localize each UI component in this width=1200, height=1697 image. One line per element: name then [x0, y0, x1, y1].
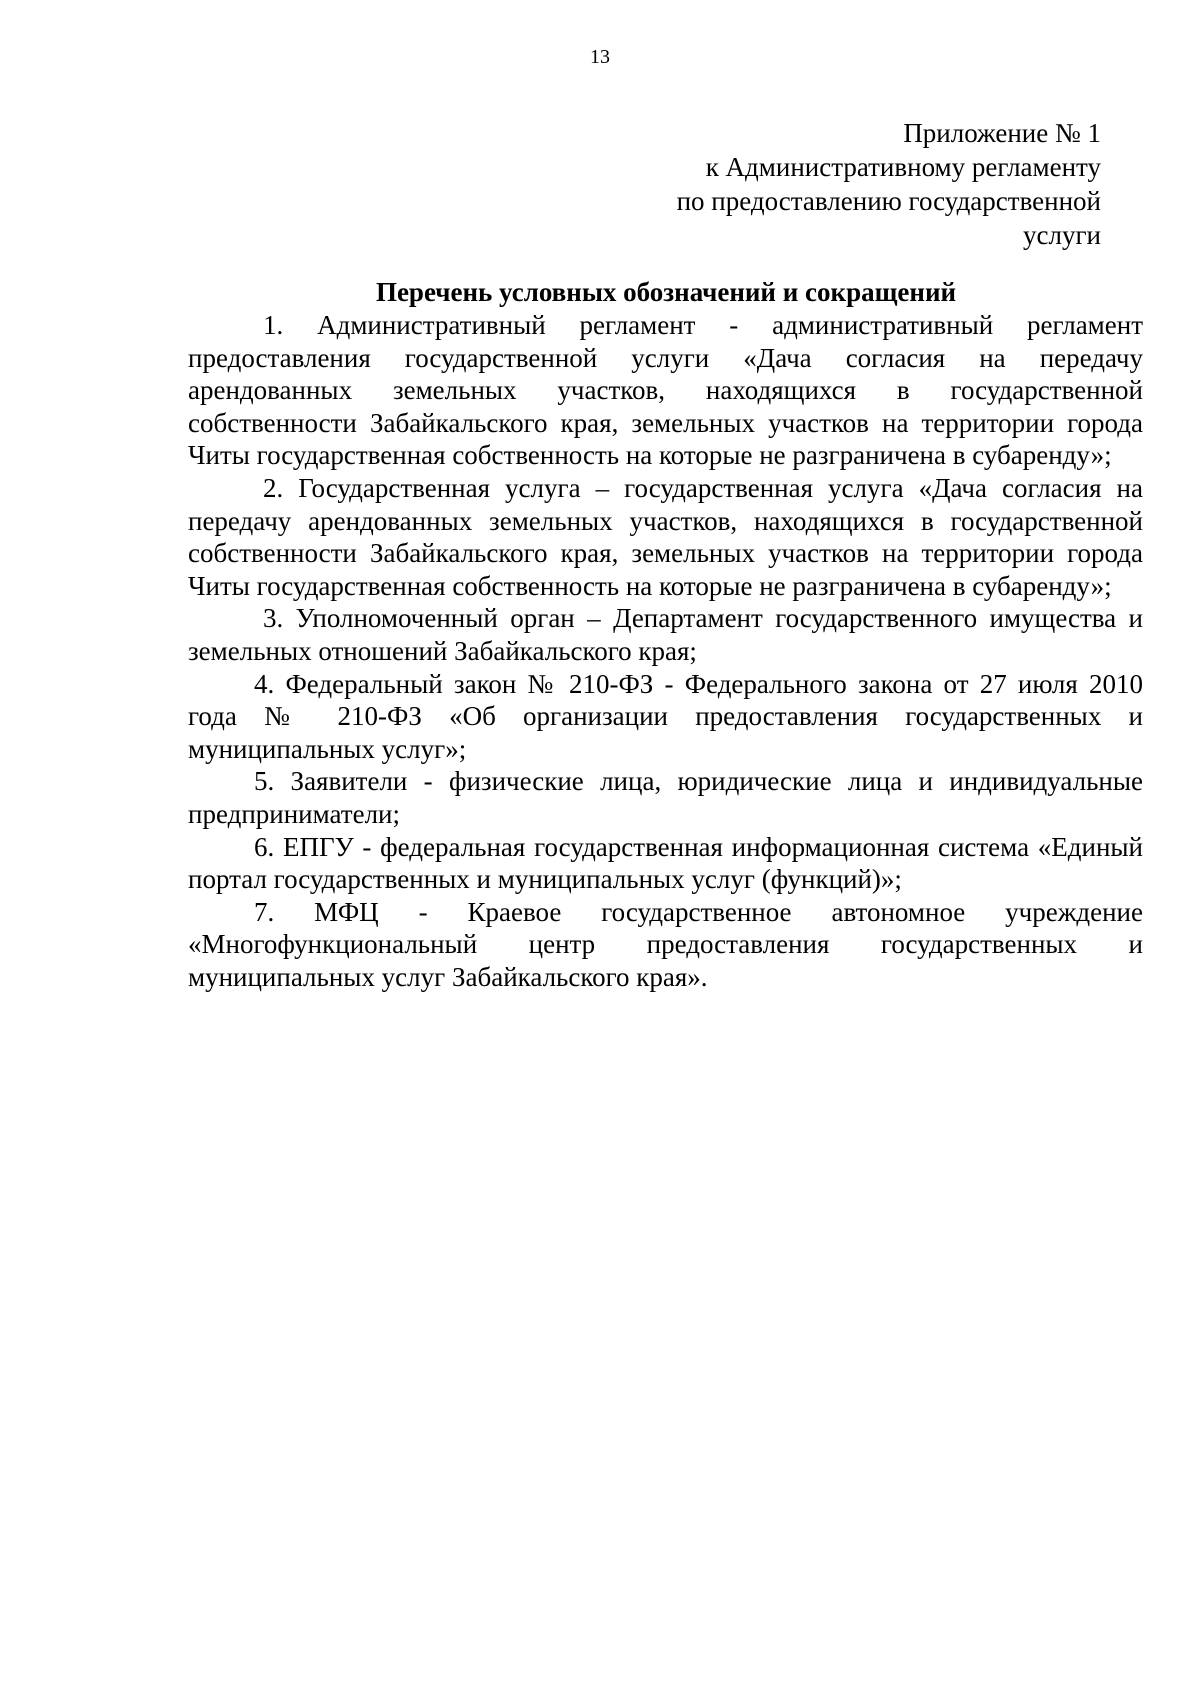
annex-header [541, 116, 1101, 252]
annex-line: услуги [1023, 220, 1101, 250]
list-item: 7. МФЦ - Краевое государственное автономное учреждение «Многофункциональный центр предоставления государственных и муниципальных услуг Забайкальского края». [188, 896, 1143, 992]
abbreviations-list [188, 309, 1143, 993]
annex-line: по предоставлению государственной [676, 186, 1101, 216]
list-item: 1. Административный регламент - административный регламент предоставления государственной услуги «Дача согласия на передачу арендованных земельных участков, находящихся в государственной собственности Забайкальского края, земельных участков на территории города Читы государственная собственность на которые не разграничена в субаренду»; [188, 310, 1143, 471]
list-item: 6. ЕПГУ - федеральная государственная информационная система «Единый портал государственных и муниципальных услуг (функций)»; [188, 831, 1143, 895]
document-title: Перечень условных обозначений и сокращений [375, 277, 957, 307]
list-item: 2. Государственная услуга – государственная услуга «Дача согласия на передачу арендованных земельных участков, находящихся в государственной собственности Забайкальского края, земельных участков на территории города Читы государственная собственность на которые не разграничена в субаренду»; [188, 472, 1143, 601]
annex-line: к Административному регламенту [705, 152, 1101, 182]
list-item: 5. Заявители - физические лица, юридические лица и индивидуальные предприниматели; [188, 766, 1143, 829]
page-number: 13 [590, 46, 610, 68]
annex-line: Приложение № 1 [903, 118, 1101, 148]
list-item: 3. Уполномоченный орган – Департамент государственного имущества и земельных отношений Забайкальского края; [188, 603, 1143, 666]
list-item: 4. Федеральный закон № 210-ФЗ - Федерального закона от 27 июля 2010 года № 210-ФЗ «Об организации предоставления государственных и муниципальных услуг»; [188, 668, 1143, 764]
